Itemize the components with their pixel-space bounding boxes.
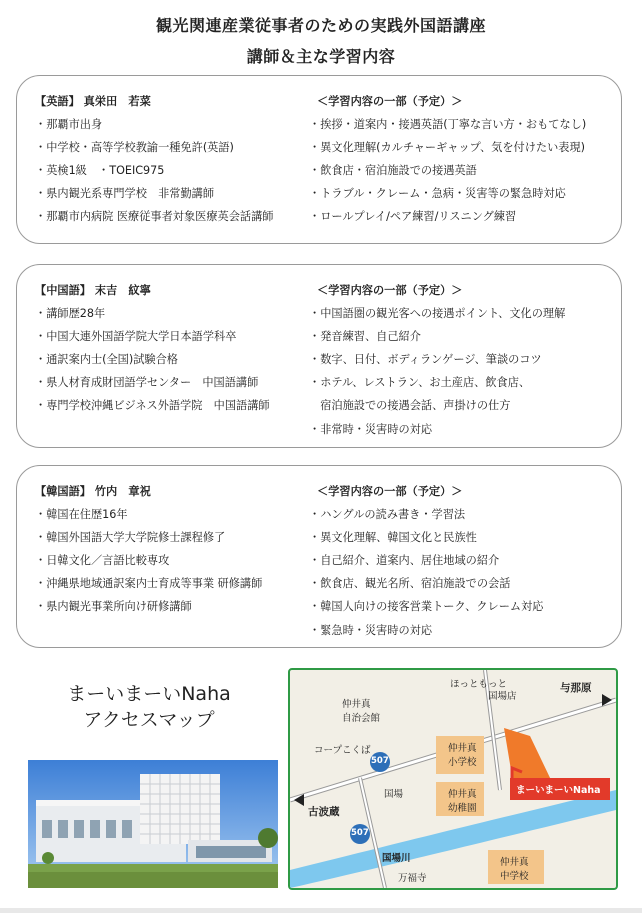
content-item: ・数字、日付、ボディランゲージ、筆談のコツ xyxy=(309,353,542,367)
learning-content xyxy=(309,480,544,642)
bio-item: ・講師歴28年 xyxy=(35,307,106,321)
content-item: ・飲食店、観光名所、宿泊施設での会話 xyxy=(309,577,511,591)
content-heading: ＜学習内容の一部（予定）＞ xyxy=(317,95,463,108)
bottom-rule xyxy=(0,908,642,913)
content-heading: ＜学習内容の一部（予定）＞ xyxy=(317,485,463,498)
access-map-title xyxy=(44,681,254,733)
korean-lecturer-card xyxy=(16,465,622,648)
lecturer-heading: 【韓国語】 竹内 章祝 xyxy=(35,485,151,498)
map-label-manpukuji: 万福寺 xyxy=(398,873,427,884)
map-label-naka-elem-2: 小学校 xyxy=(448,757,477,768)
content-item: 宿泊施設での接遇会話、声掛けの仕方 xyxy=(309,399,511,413)
learning-content xyxy=(309,279,565,441)
lecturer-heading: 【英語】 真栄田 若菜 xyxy=(35,95,151,108)
map-label-naka-elem-1: 仲井真 xyxy=(448,743,477,754)
content-item: ・中国語圏の観光客への接遇ポイント、文化の理解 xyxy=(309,307,566,321)
english-lecturer-card xyxy=(16,75,622,244)
access-map xyxy=(288,668,618,890)
bio-item: ・中国大連外国語学院大学日本語学科卒 xyxy=(35,330,237,344)
learning-content xyxy=(309,90,586,229)
content-heading: ＜学習内容の一部（予定）＞ xyxy=(317,284,463,297)
page-title: 観光関連産業従事者のための実践外国語講座 xyxy=(155,16,486,35)
content-item: ・異文化理解(カルチャーギャップ、気を付けたい表現) xyxy=(309,141,585,155)
bio-item: ・韓国外国語大学大学院修士課程修了 xyxy=(35,531,226,545)
map-label-kokuba: 国場 xyxy=(384,789,404,800)
map-route-507-south: 507 xyxy=(351,828,369,838)
lecturer-heading: 【中国語】 末吉 紋寧 xyxy=(35,284,151,297)
bio-item: ・通訳案内士(全国)試験合格 xyxy=(35,353,178,367)
lecturer-bio xyxy=(35,279,270,418)
map-label-yonabaru: 与那原 xyxy=(560,682,592,694)
chinese-lecturer-card xyxy=(16,264,622,448)
content-item: ・非常時・災害時の対応 xyxy=(309,422,433,436)
access-map-label: アクセスマップ xyxy=(83,709,215,731)
bio-item: ・日韓文化／言語比較専攻 xyxy=(35,554,170,568)
bio-item: ・県人材育成財団語学センター 中国語講師 xyxy=(35,376,259,390)
bio-item: ・那覇市内病院 医療従事者対象医療英会話講師 xyxy=(35,210,274,224)
content-item: ・ハングルの読み書き・学習法 xyxy=(309,508,466,522)
content-item: ・挨拶・道案内・接遇英語(丁寧な言い方・おもてなし) xyxy=(309,118,587,132)
bio-item: ・県内観光事業所向け研修講師 xyxy=(35,600,192,614)
map-label-naka-center-1: 仲井真 xyxy=(342,699,371,710)
map-label-facility: まーいまーいNaha xyxy=(516,785,601,796)
page-subtitle: 講師＆主な学習内容 xyxy=(246,47,396,66)
map-label-hotto: ほっともっと xyxy=(450,679,508,690)
map-label-naka-jhs-2: 中学校 xyxy=(500,871,529,882)
map-label-kokuba-shop: 国場店 xyxy=(488,691,517,702)
bio-item: ・県内観光系専門学校 非常勤講師 xyxy=(35,187,215,201)
bio-item: ・沖縄県地域通訳案内士育成等事業 研修講師 xyxy=(35,577,263,591)
map-label-naka-kinder-1: 仲井真 xyxy=(448,789,477,800)
content-item: ・緊急時・災害時の対応 xyxy=(309,623,433,637)
map-label-coop: コープこくば xyxy=(314,745,371,756)
map-label-naka-center-2: 自治会館 xyxy=(342,713,381,724)
content-item: ・韓国人向けの接客営業トーク、クレーム対応 xyxy=(309,600,544,614)
content-item: ・自己紹介、道案内、居住地域の紹介 xyxy=(309,554,500,568)
lecturer-bio xyxy=(35,480,262,619)
bio-item: ・英検1級 ・TOEIC975 xyxy=(35,164,165,178)
map-label-naka-jhs-1: 仲井真 xyxy=(500,857,529,868)
map-label-naka-kinder-2: 幼稚園 xyxy=(448,803,477,814)
map-label-kokuba-river: 国場川 xyxy=(382,853,411,864)
map-label-kohagura: 古波蔵 xyxy=(308,806,340,818)
building-photo xyxy=(28,760,278,888)
content-item: ・ホテル、レストラン、お土産店、飲食店、 xyxy=(309,376,531,390)
content-item: ・飲食店・宿泊施設での接遇英語 xyxy=(309,164,477,178)
content-item: ・異文化理解、韓国文化と民族性 xyxy=(309,531,477,545)
bio-item: ・中学校・高等学校教諭一種免許(英語) xyxy=(35,141,234,155)
facility-name: まーいまーいNaha xyxy=(67,683,231,705)
bio-item: ・専門学校沖縄ビジネス外語学院 中国語講師 xyxy=(35,399,270,413)
content-item: ・発音練習、自己紹介 xyxy=(309,330,421,344)
bio-item: ・韓国在住歴16年 xyxy=(35,508,128,522)
bio-item: ・那覇市出身 xyxy=(35,118,103,132)
content-item: ・トラブル・クレーム・急病・災害等の緊急時対応 xyxy=(309,187,566,201)
content-item: ・ロールプレイ/ペア練習/リスニング練習 xyxy=(309,210,517,224)
lecturer-bio xyxy=(35,90,274,229)
map-route-507: 507 xyxy=(371,756,389,766)
